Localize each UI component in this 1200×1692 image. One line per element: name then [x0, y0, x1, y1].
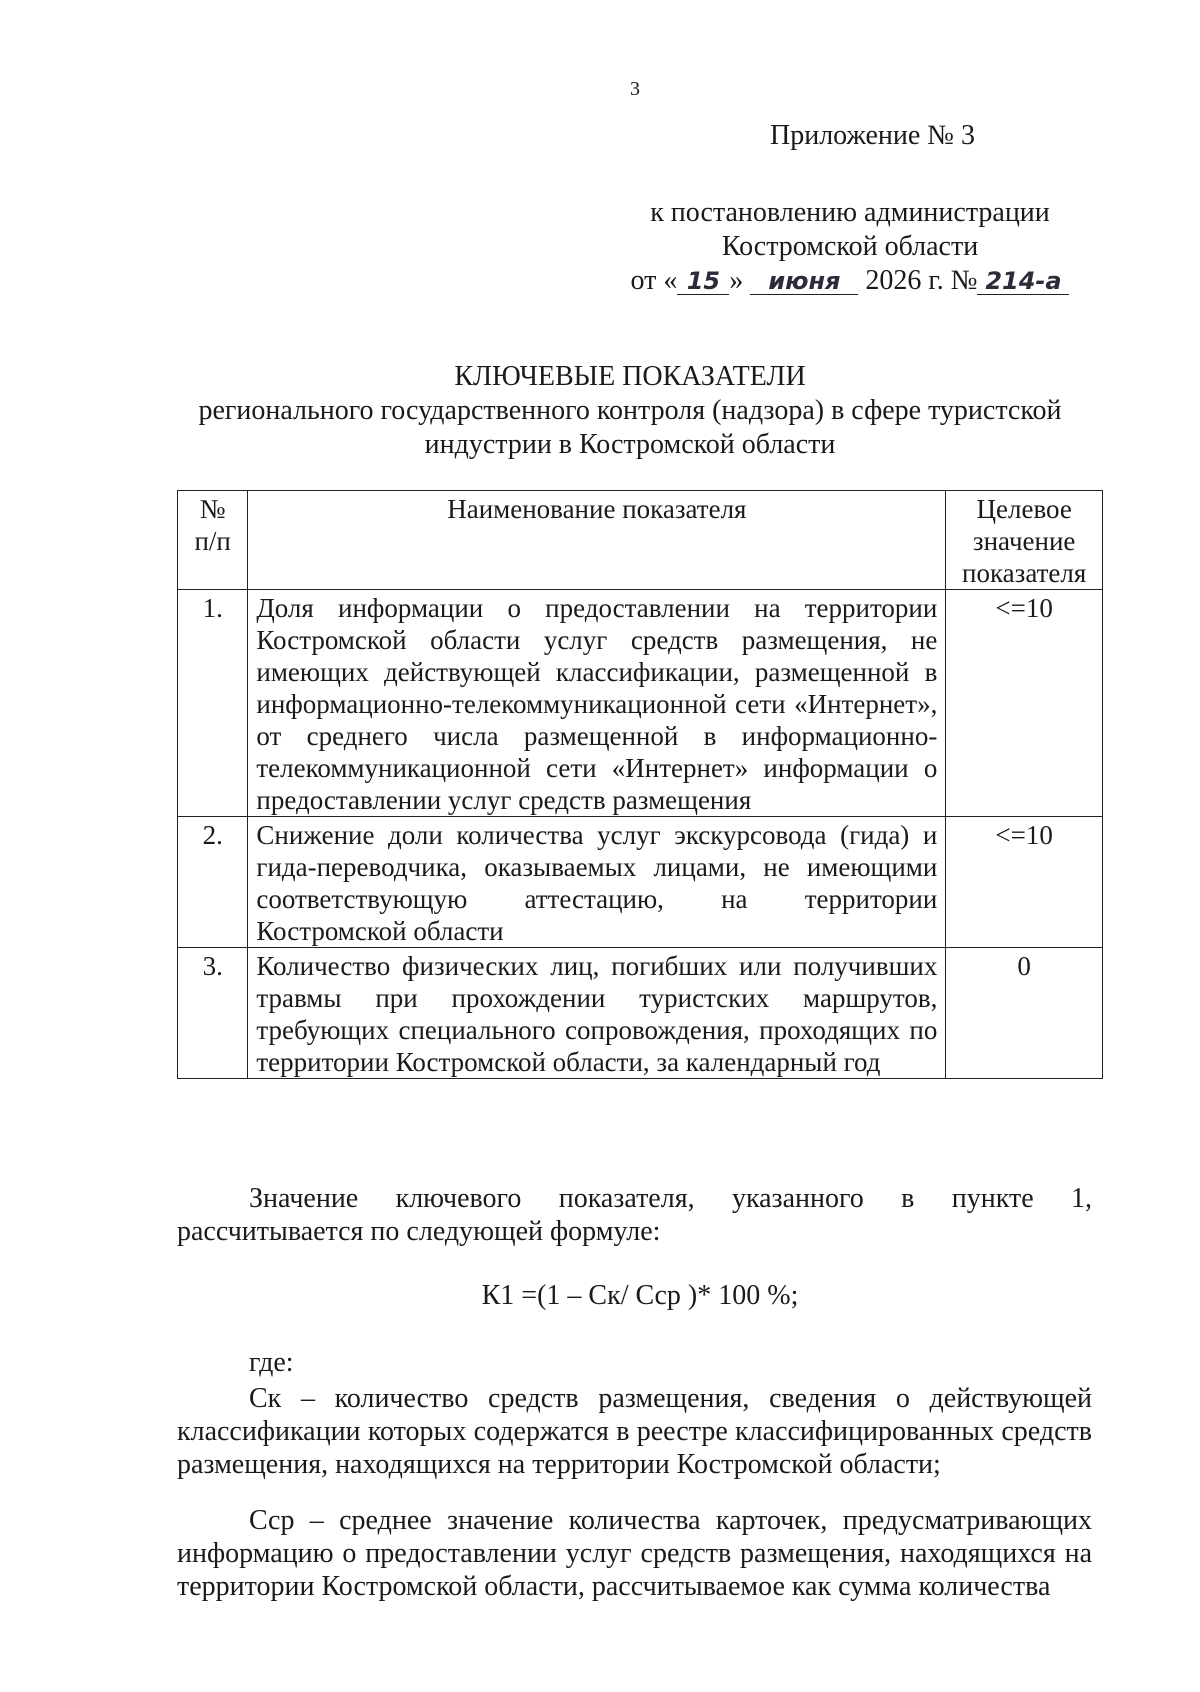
row-number: 3. [178, 948, 248, 1079]
header-number-abbr: п/п [194, 526, 231, 556]
title-subtitle-line-2: индустрии в Костромской области [424, 429, 836, 460]
appendix-label: Приложение № 3 [770, 120, 975, 151]
table-row [178, 817, 1103, 948]
row-indicator-name: Количество физических лиц, погибших или получивших травмы при прохождении туристских маршрутов, требующих специального сопровождения, проходящих по территории Костромской области, за календарный год [248, 948, 946, 1079]
handwritten-month: июня [750, 268, 858, 295]
row-number: 2. [178, 817, 248, 948]
title-subtitle-line-1: регионального государственного контроля (надзора) в сфере туристской [198, 395, 1062, 426]
indicators-table [177, 490, 1103, 1079]
row-indicator-name: Доля информации о предоставлении на территории Костромской области услуг средств размещения, не имеющих действующей классификации, размещенной в информационно-телекоммуникационной сети «Интернет», от среднего числа размещенной в информационно-телекоммуникационной сети «Интернет» информации о предоставлении услуг средств размещения [248, 590, 946, 817]
resolution-line-2: Костромской области [721, 231, 979, 262]
row-number: 1. [178, 590, 248, 817]
row-target-value: <=10 [946, 817, 1103, 948]
table-header-row [178, 491, 1103, 590]
title-heading: КЛЮЧЕВЫЕ ПОКАЗАТЕЛИ [454, 361, 806, 392]
header-target-value: Целевое значение показателя [946, 491, 1103, 590]
date-quote-close: » [729, 265, 744, 296]
paragraph-ccp-definition: Сср – среднее значение количества карточек, предусматривающих информацию о предоставлении услуг средств размещения, находящихся на территории Костромской области, рассчитываемое как сумма количества [177, 1505, 1092, 1602]
table-row [178, 948, 1103, 1079]
header-number [178, 491, 248, 590]
paragraph-formula-intro: Значение ключевого показателя, указанного в пункте 1, рассчитывается по следующей формуле: [177, 1183, 1092, 1247]
table-row [178, 590, 1103, 817]
paragraph-ck-definition: Ск – количество средств размещения, сведения о действующей классификации которых содержатся в реестре классифицированных средств размещения, находящихся на территории Костромской области; [177, 1383, 1092, 1480]
document-title [180, 360, 1080, 462]
formula: К1 =(1 – Ск/ Сср )* 100 %; [481, 1280, 799, 1311]
resolution-reference [620, 196, 1080, 298]
row-target-value: 0 [946, 948, 1103, 1079]
handwritten-resolution-number: 214-а [977, 268, 1069, 295]
handwritten-day: 15 [677, 268, 729, 295]
date-year-number-label: 2026 г. № [865, 265, 978, 296]
header-indicator-name: Наименование показателя [248, 491, 946, 590]
header-number-symbol: № [199, 494, 226, 524]
where-label: где: [249, 1347, 294, 1378]
resolution-date-line [620, 264, 1080, 298]
resolution-line-1: к постановлению администрации [650, 197, 1050, 228]
page-number: 3 [630, 78, 640, 100]
row-target-value: <=10 [946, 590, 1103, 817]
date-prefix: от « [630, 265, 678, 296]
row-indicator-name: Снижение доли количества услуг экскурсовода (гида) и гида-переводчика, оказываемых лицами, не имеющими соответствующую аттестацию, на территории Костромской области [248, 817, 946, 948]
